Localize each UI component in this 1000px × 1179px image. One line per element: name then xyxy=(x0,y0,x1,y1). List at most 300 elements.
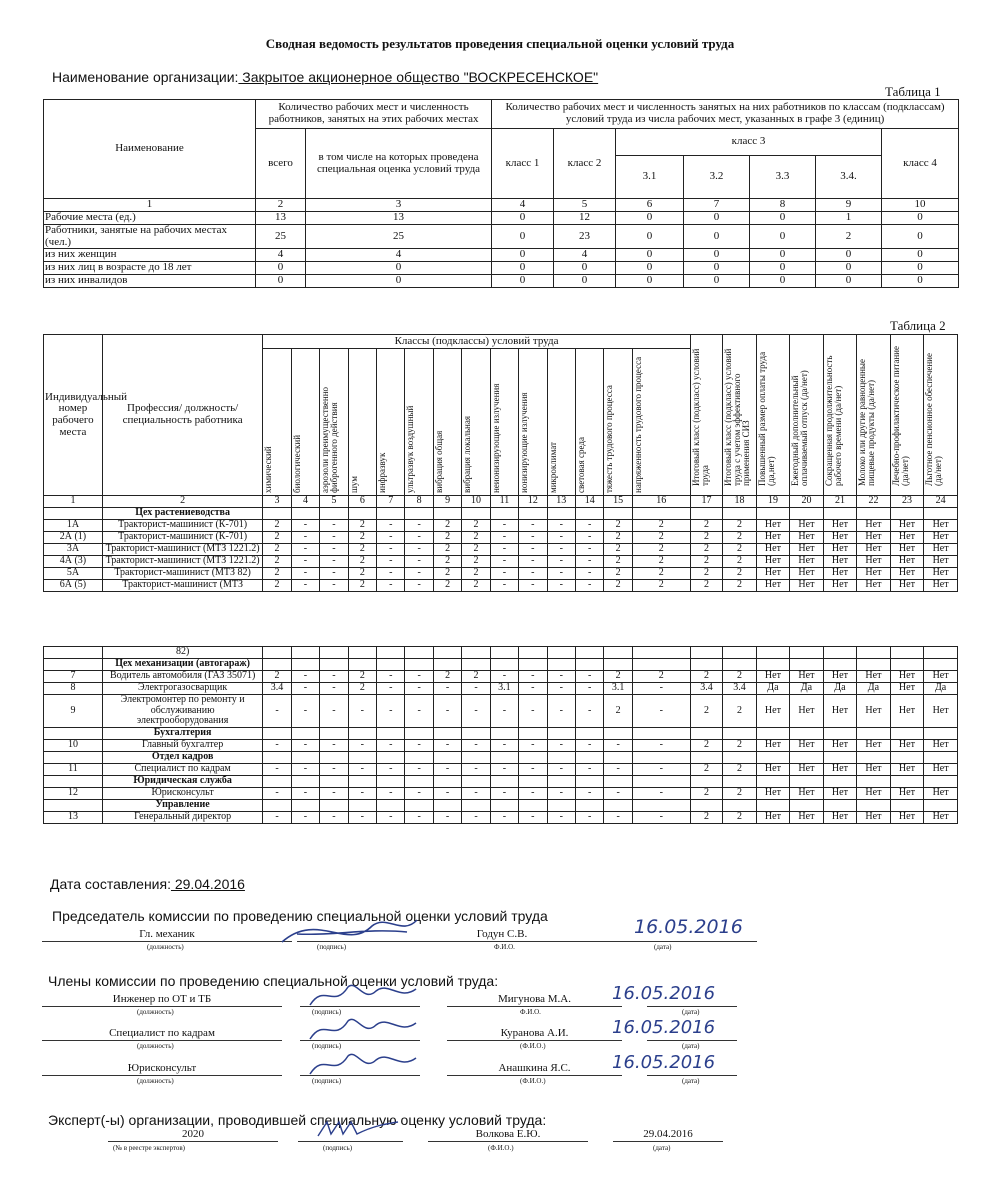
class-cell: 3.4 xyxy=(690,683,722,695)
class-cell: - xyxy=(547,811,575,823)
t1-cell: 4 xyxy=(256,249,306,262)
expert-reg-caption: (№ в реестре экспертов) xyxy=(113,1144,186,1152)
t1-cell: 0 xyxy=(750,275,816,288)
t1-row-label: из них лиц в возрасте до 18 лет xyxy=(44,262,256,275)
t2-col-number: 20 xyxy=(790,496,824,508)
profession-cell: Тракторист-машинист (МТЗ 82) xyxy=(102,568,262,580)
section-row xyxy=(44,727,958,739)
class-cell: 2 xyxy=(462,556,490,568)
class-cell: - xyxy=(547,532,575,544)
class-cell: 2 xyxy=(604,580,632,592)
class-cell: 2 xyxy=(723,544,757,556)
expert-reg-number: 2020 xyxy=(108,1128,278,1142)
member-fio-caption: Ф.И.О. xyxy=(520,1008,541,1016)
workplace-id-cell: 6А (5) xyxy=(44,580,103,592)
t2-header-factor: вибрация локальная xyxy=(462,349,490,496)
class-cell: - xyxy=(405,544,433,556)
class-cell: - xyxy=(462,787,490,799)
class-cell: - xyxy=(405,556,433,568)
class-cell: - xyxy=(575,695,603,728)
class-cell: - xyxy=(320,683,348,695)
class-cell: Нет xyxy=(790,520,824,532)
class-cell: Нет xyxy=(790,556,824,568)
t1-cell: 0 xyxy=(750,212,816,225)
class-cell: 2 xyxy=(723,739,757,751)
table1-caption: Таблица 1 xyxy=(885,84,941,99)
t1-cell: 0 xyxy=(256,275,306,288)
class-cell: - xyxy=(462,763,490,775)
workplace-id-cell: 5А xyxy=(44,568,103,580)
t1-cell: 0 xyxy=(554,262,616,275)
class-cell: Нет xyxy=(924,739,958,751)
class-cell: Нет xyxy=(756,532,790,544)
class-cell: - xyxy=(490,532,518,544)
class-cell: 2 xyxy=(348,556,376,568)
class-cell: Нет xyxy=(890,739,924,751)
t1-cell: 0 xyxy=(684,225,750,249)
class-cell: 2 xyxy=(462,520,490,532)
t1-cell: 0 xyxy=(750,225,816,249)
class-cell: 2 xyxy=(632,580,690,592)
class-cell: - xyxy=(462,739,490,751)
class-cell: - xyxy=(490,544,518,556)
t2-col-number: 13 xyxy=(547,496,575,508)
class-cell: - xyxy=(547,695,575,728)
t2-col-number: 23 xyxy=(890,496,924,508)
class-cell: Нет xyxy=(890,695,924,728)
class-cell: Нет xyxy=(790,671,824,683)
t2-header-classes: Классы (подклассы) условий труда xyxy=(263,335,690,349)
document-title: Сводная ведомость результатов проведения специальной оценки условий труда xyxy=(265,36,735,51)
t1-col-number: 5 xyxy=(554,199,616,212)
t2-col-number: 3 xyxy=(263,496,291,508)
t1-cell: 4 xyxy=(306,249,492,262)
t2-header-factor: неионизирующие излучения xyxy=(490,349,518,496)
class-cell: - xyxy=(377,556,405,568)
class-cell: Нет xyxy=(890,520,924,532)
class-cell: 2 xyxy=(348,683,376,695)
t1-cell: 0 xyxy=(492,262,554,275)
t2-header-extra-4: Ежегодный дополнительный оплачиваемый отпуск (да/нет) xyxy=(790,335,824,496)
class-cell: - xyxy=(519,787,547,799)
class-cell: - xyxy=(575,532,603,544)
chair-date: 16.05.2016 xyxy=(634,916,743,938)
t2-col-number: 11 xyxy=(490,496,518,508)
class-cell: 2 xyxy=(723,763,757,775)
workplace-row xyxy=(44,532,958,544)
class-cell: 2 xyxy=(690,739,722,751)
profession-cell: Электромонтер по ремонту и обслуживанию электрооборудования xyxy=(102,695,262,728)
class-cell: Нет xyxy=(823,532,857,544)
t1-row-label: Рабочие места (ед.) xyxy=(44,212,256,225)
class-cell: - xyxy=(575,787,603,799)
class-cell: Нет xyxy=(756,787,790,799)
class-cell: - xyxy=(519,568,547,580)
organization-label: Наименование организации: xyxy=(52,69,239,85)
class-cell: 2 xyxy=(690,811,722,823)
section-title: Юридическая служба xyxy=(102,775,262,787)
class-cell: - xyxy=(632,787,690,799)
class-cell: - xyxy=(433,683,461,695)
t2-col-number: 4 xyxy=(291,496,319,508)
t1-cell: 0 xyxy=(816,275,882,288)
chair-sign-caption: (подпись) xyxy=(317,943,347,951)
class-cell: Нет xyxy=(924,532,958,544)
t2-col-number: 14 xyxy=(575,496,603,508)
class-cell: Нет xyxy=(823,544,857,556)
t2-col-number: 21 xyxy=(823,496,857,508)
class-cell: Нет xyxy=(823,580,857,592)
section-title: Цех растениеводства xyxy=(102,508,262,520)
workplace-id-cell: 2А (1) xyxy=(44,532,103,544)
class-cell: - xyxy=(433,739,461,751)
t1-header-class3: класс 3 xyxy=(616,129,882,156)
class-cell: - xyxy=(462,683,490,695)
t1-cell: 0 xyxy=(750,249,816,262)
expert-date-caption: (дата) xyxy=(653,1144,671,1152)
t1-col-number: 9 xyxy=(816,199,882,212)
t1-cell: 0 xyxy=(492,212,554,225)
t1-cell: 0 xyxy=(492,249,554,262)
class-cell: - xyxy=(291,739,319,751)
workplace-row xyxy=(44,568,958,580)
class-cell: 2 xyxy=(604,520,632,532)
class-cell: Да xyxy=(857,683,891,695)
class-cell: - xyxy=(547,568,575,580)
organization-name: Закрытое акционерное общество "ВОСКРЕСЕНСКОЕ" xyxy=(238,69,599,85)
class-cell: - xyxy=(320,544,348,556)
class-cell: - xyxy=(320,556,348,568)
class-cell: 2 xyxy=(348,568,376,580)
class-cell: - xyxy=(547,671,575,683)
expert-sign-caption: (подпись) xyxy=(323,1144,353,1152)
t1-header-3-2: 3.2 xyxy=(684,156,750,199)
class-cell: - xyxy=(604,787,632,799)
class-cell: Нет xyxy=(756,556,790,568)
class-cell: - xyxy=(320,811,348,823)
member-date-caption: (дата) xyxy=(682,1008,700,1016)
class-cell: Нет xyxy=(790,811,824,823)
member-date-caption: (дата) xyxy=(682,1042,700,1050)
class-cell: Нет xyxy=(823,787,857,799)
class-cell: 3.1 xyxy=(490,683,518,695)
t1-cell: 0 xyxy=(684,262,750,275)
class-cell: 2 xyxy=(690,568,722,580)
profession-cell: Тракторист-машинист (МТЗ 1221.2) xyxy=(102,544,262,556)
class-cell: Нет xyxy=(857,580,891,592)
t2-col-number: 2 xyxy=(102,496,262,508)
class-cell: 2 xyxy=(263,544,291,556)
t1-cell: 0 xyxy=(554,275,616,288)
profession-cell: Тракторист-машинист (К-701) xyxy=(102,532,262,544)
t2-header-factor: биологический xyxy=(291,349,319,496)
t1-cell: 0 xyxy=(816,262,882,275)
class-cell: - xyxy=(291,811,319,823)
t1-row xyxy=(44,275,959,288)
t1-header-name: Наименование xyxy=(44,100,256,199)
class-cell: - xyxy=(263,739,291,751)
class-cell: 2 xyxy=(433,671,461,683)
class-cell: 2 xyxy=(723,811,757,823)
class-cell: - xyxy=(405,739,433,751)
class-cell: 3.4 xyxy=(263,683,291,695)
t1-row-label: из них женщин xyxy=(44,249,256,262)
t1-header-class4: класс 4 xyxy=(882,129,959,199)
class-cell: 2 xyxy=(348,671,376,683)
class-cell: Нет xyxy=(756,671,790,683)
t2-header-extra-8: Льготное пенсионное обеспечение (да/нет) xyxy=(924,335,958,496)
class-cell: - xyxy=(632,763,690,775)
profession-cell: Электрогазосварщик xyxy=(102,683,262,695)
t1-header-3-1: 3.1 xyxy=(616,156,684,199)
workplaces-table xyxy=(43,334,958,592)
t1-header-class2: класс 2 xyxy=(554,129,616,199)
t1-col-number: 8 xyxy=(750,199,816,212)
class-cell: - xyxy=(519,811,547,823)
section-row xyxy=(44,775,958,787)
class-cell: - xyxy=(405,580,433,592)
member-date-caption: (дата) xyxy=(682,1077,700,1085)
class-cell: - xyxy=(547,556,575,568)
t1-cell: 0 xyxy=(616,212,684,225)
class-cell: - xyxy=(575,671,603,683)
class-cell: Нет xyxy=(924,787,958,799)
class-cell: Нет xyxy=(924,671,958,683)
class-cell: - xyxy=(433,811,461,823)
t2-col-number: 9 xyxy=(433,496,461,508)
class-cell: - xyxy=(519,683,547,695)
t2-col-number: 17 xyxy=(690,496,722,508)
class-cell: 2 xyxy=(433,556,461,568)
class-cell: - xyxy=(547,580,575,592)
class-cell: - xyxy=(575,568,603,580)
t1-row xyxy=(44,262,959,275)
class-cell: Нет xyxy=(924,556,958,568)
class-cell: Нет xyxy=(857,695,891,728)
workplace-row xyxy=(44,763,958,775)
class-cell: Нет xyxy=(890,671,924,683)
t2-header-factor: ионизирующие излучения xyxy=(519,349,547,496)
t1-cell: 12 xyxy=(554,212,616,225)
member-date: 16.05.2016 xyxy=(612,1052,716,1073)
class-cell: - xyxy=(377,763,405,775)
expert-signature xyxy=(313,1116,403,1142)
class-cell: 2 xyxy=(690,532,722,544)
class-cell: - xyxy=(405,763,433,775)
class-cell: - xyxy=(377,580,405,592)
class-cell: 2 xyxy=(723,556,757,568)
profession-cell: Тракторист-машинист (МТЗ 1221.2) xyxy=(102,556,262,568)
t1-header-total: всего xyxy=(256,129,306,199)
class-cell: 2 xyxy=(263,520,291,532)
class-cell: - xyxy=(405,695,433,728)
t2-col-number: 19 xyxy=(756,496,790,508)
class-cell: Нет xyxy=(823,556,857,568)
class-cell: Нет xyxy=(756,520,790,532)
class-cell: 2 xyxy=(632,544,690,556)
workplace-id-cell: 3А xyxy=(44,544,103,556)
t1-number-row xyxy=(44,199,959,212)
class-cell: - xyxy=(405,671,433,683)
class-cell: 2 xyxy=(433,520,461,532)
class-cell: - xyxy=(519,763,547,775)
class-cell: - xyxy=(433,695,461,728)
class-cell: 2 xyxy=(263,568,291,580)
t2-header-factor: ультразвук воздушный xyxy=(405,349,433,496)
t2-header-factor: световая среда xyxy=(575,349,603,496)
class-cell: - xyxy=(320,739,348,751)
class-cell: - xyxy=(377,739,405,751)
class-cell: - xyxy=(490,671,518,683)
t1-row-label: Работники, занятые на рабочих местах (чел.) xyxy=(44,225,256,249)
workplace-id-cell: 4А (3) xyxy=(44,556,103,568)
t1-cell: 0 xyxy=(816,249,882,262)
class-cell: 2 xyxy=(690,763,722,775)
expert-fio-caption: (Ф.И.О.) xyxy=(488,1144,514,1152)
workplace-row xyxy=(44,787,958,799)
class-cell: Нет xyxy=(790,695,824,728)
class-cell: 3.1 xyxy=(604,683,632,695)
t1-cell: 0 xyxy=(616,275,684,288)
t1-header-3-4: 3.4. xyxy=(816,156,882,199)
class-cell: 2 xyxy=(348,580,376,592)
class-cell: - xyxy=(320,787,348,799)
class-cell: - xyxy=(291,544,319,556)
t2-col-number: 8 xyxy=(405,496,433,508)
t1-col-number: 6 xyxy=(616,199,684,212)
class-cell: 2 xyxy=(690,580,722,592)
class-cell: - xyxy=(320,520,348,532)
class-cell: 2 xyxy=(348,544,376,556)
t2-header-extra-3: Повышенный размер оплаты труда (да,нет) xyxy=(756,335,790,496)
class-cell: - xyxy=(519,671,547,683)
t1-cell: 13 xyxy=(256,212,306,225)
class-cell: Нет xyxy=(890,532,924,544)
class-cell: Нет xyxy=(857,568,891,580)
t2-header-factor: химический xyxy=(263,349,291,496)
class-cell: Нет xyxy=(924,811,958,823)
class-cell: - xyxy=(519,695,547,728)
workplace-row xyxy=(44,671,958,683)
class-cell: Нет xyxy=(890,544,924,556)
class-cell: Нет xyxy=(823,695,857,728)
t2-col-number: 18 xyxy=(723,496,757,508)
class-cell: Нет xyxy=(857,811,891,823)
t1-cell: 25 xyxy=(256,225,306,249)
class-cell: - xyxy=(348,739,376,751)
class-cell: - xyxy=(377,787,405,799)
class-cell: - xyxy=(490,763,518,775)
t1-cell: 0 xyxy=(882,225,959,249)
member-position: Юрисконсульт xyxy=(42,1062,282,1076)
table2-caption: Таблица 2 xyxy=(890,318,946,333)
workplace-row xyxy=(44,683,958,695)
class-cell: Нет xyxy=(924,695,958,728)
workplace-id-cell: 9 xyxy=(44,695,103,728)
class-cell: - xyxy=(405,532,433,544)
t2-header-extra-5: Сокращенная продолжительность рабочего времени (да/нет) xyxy=(823,335,857,496)
section-title: Управление xyxy=(102,799,262,811)
class-cell: - xyxy=(490,568,518,580)
class-cell: Да xyxy=(756,683,790,695)
class-cell: - xyxy=(490,580,518,592)
t1-cell: 0 xyxy=(684,249,750,262)
class-cell: 2 xyxy=(723,671,757,683)
class-cell: Нет xyxy=(890,811,924,823)
class-cell: - xyxy=(575,520,603,532)
class-cell: 2 xyxy=(604,568,632,580)
class-cell: Нет xyxy=(857,787,891,799)
class-cell: 2 xyxy=(632,671,690,683)
chair-heading: Председатель комиссии по проведению специальной оценки условий труда xyxy=(52,908,548,924)
t1-cell: 0 xyxy=(684,275,750,288)
class-cell: - xyxy=(490,556,518,568)
chair-position-caption: (должность) xyxy=(147,943,184,951)
class-cell: - xyxy=(547,520,575,532)
workplace-id-cell: 11 xyxy=(44,763,103,775)
class-cell: - xyxy=(490,787,518,799)
member-fio: Куранова А.И. xyxy=(447,1027,622,1041)
profession-cell: Специалист по кадрам xyxy=(102,763,262,775)
class-cell: - xyxy=(291,787,319,799)
t1-header-3-3: 3.3 xyxy=(750,156,816,199)
member-sign-caption: (подпись) xyxy=(312,1042,342,1050)
class-cell: - xyxy=(519,544,547,556)
t1-cell: 0 xyxy=(306,262,492,275)
class-cell: 2 xyxy=(604,532,632,544)
class-cell: - xyxy=(490,695,518,728)
member-position-caption: (должность) xyxy=(137,1008,174,1016)
workplace-row xyxy=(44,811,958,823)
class-cell: - xyxy=(547,787,575,799)
class-cell: - xyxy=(377,532,405,544)
class-cell: - xyxy=(291,683,319,695)
class-cell: - xyxy=(519,580,547,592)
class-cell: - xyxy=(462,811,490,823)
class-cell: Нет xyxy=(756,739,790,751)
class-cell: Нет xyxy=(823,520,857,532)
t2-header-factor: инфразвук xyxy=(377,349,405,496)
class-cell: 2 xyxy=(433,568,461,580)
class-cell: Нет xyxy=(756,695,790,728)
t1-header-classes: Количество рабочих мест и численность занятых на них работников по классам (подклассам) условий труда из числа рабочих мест, указанных в графе 3 (единиц) xyxy=(492,100,959,129)
section-row xyxy=(44,508,958,520)
members-heading: Члены комиссии по проведению специальной оценки условий труда: xyxy=(48,973,499,989)
profession-cell: Юрисконсульт xyxy=(102,787,262,799)
t1-cell: 0 xyxy=(882,249,959,262)
section-row xyxy=(44,751,958,763)
class-cell: Нет xyxy=(857,544,891,556)
t2-col-number: 12 xyxy=(519,496,547,508)
organization-line xyxy=(52,69,598,85)
class-cell: 2 xyxy=(723,532,757,544)
class-cell: Нет xyxy=(924,580,958,592)
member-position-caption: (должность) xyxy=(137,1077,174,1085)
member-sign-caption: (подпись) xyxy=(312,1077,342,1085)
t1-cell: 0 xyxy=(882,262,959,275)
class-cell: - xyxy=(320,671,348,683)
class-cell: - xyxy=(575,580,603,592)
class-cell: - xyxy=(291,580,319,592)
class-cell: - xyxy=(291,532,319,544)
workplace-id-cell: 7 xyxy=(44,671,103,683)
class-cell: - xyxy=(405,787,433,799)
class-cell: - xyxy=(320,763,348,775)
class-cell: - xyxy=(405,683,433,695)
t1-row-label: из них инвалидов xyxy=(44,275,256,288)
class-cell: 2 xyxy=(263,532,291,544)
member-position: Инженер по ОТ и ТБ xyxy=(42,993,282,1007)
